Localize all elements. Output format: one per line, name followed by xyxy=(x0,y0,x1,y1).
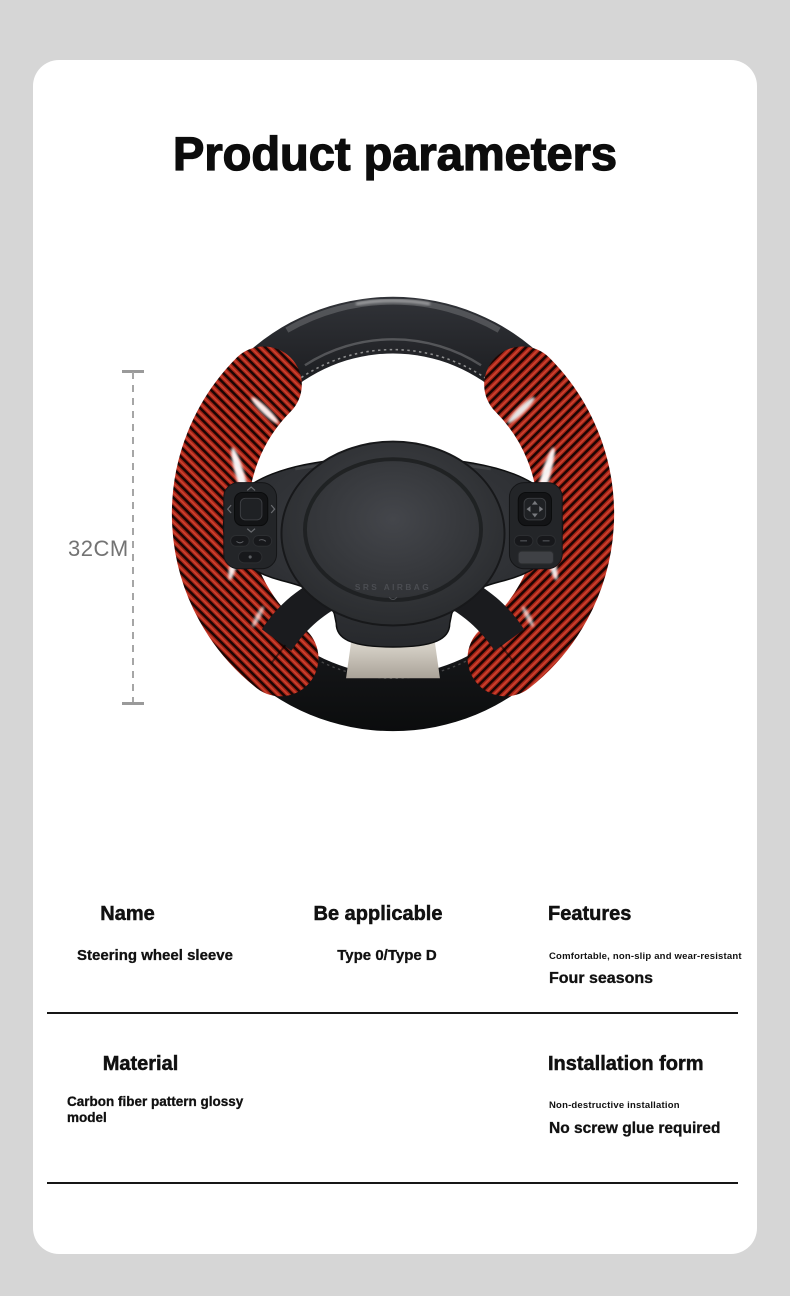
spec-features-note: Comfortable, non-slip and wear-resistant xyxy=(549,951,742,962)
spec-installation-value: No screw glue required xyxy=(549,1120,721,1137)
measure-label: 32CM xyxy=(68,536,129,561)
divider-1 xyxy=(47,1012,738,1014)
steering-wheel-illustration xyxy=(168,287,618,737)
airbag-label: SRS AIRBAG xyxy=(354,582,432,593)
steering-wheel-image xyxy=(168,287,618,737)
spec-applicable-value: Type 0/Type D xyxy=(337,947,437,964)
left-controls xyxy=(224,483,277,569)
right-wide-button xyxy=(518,551,553,564)
spec-installation-heading: Installation form xyxy=(548,1053,704,1075)
hangup-button xyxy=(253,535,272,546)
page-title: Product parameters xyxy=(172,127,618,180)
measure-dashed-line xyxy=(132,372,134,703)
spec-material-value: Carbon fiber pattern glossy model xyxy=(67,1094,244,1125)
measure-bottom-cap xyxy=(122,702,144,705)
spec-features-heading: Features xyxy=(548,903,632,925)
spec-features-value: Four seasons xyxy=(549,970,654,987)
spec-name-heading: Name xyxy=(100,903,155,925)
spec-name-value: Steering wheel sleeve xyxy=(77,947,233,964)
spec-applicable-heading: Be applicable xyxy=(313,903,443,925)
right-controls xyxy=(509,483,562,569)
spec-installation-note: Non-destructive installation xyxy=(549,1100,680,1111)
divider-2 xyxy=(47,1182,738,1184)
spec-material-heading: Material xyxy=(102,1053,179,1075)
phone-button xyxy=(231,535,250,546)
airbag-pad xyxy=(281,442,504,626)
